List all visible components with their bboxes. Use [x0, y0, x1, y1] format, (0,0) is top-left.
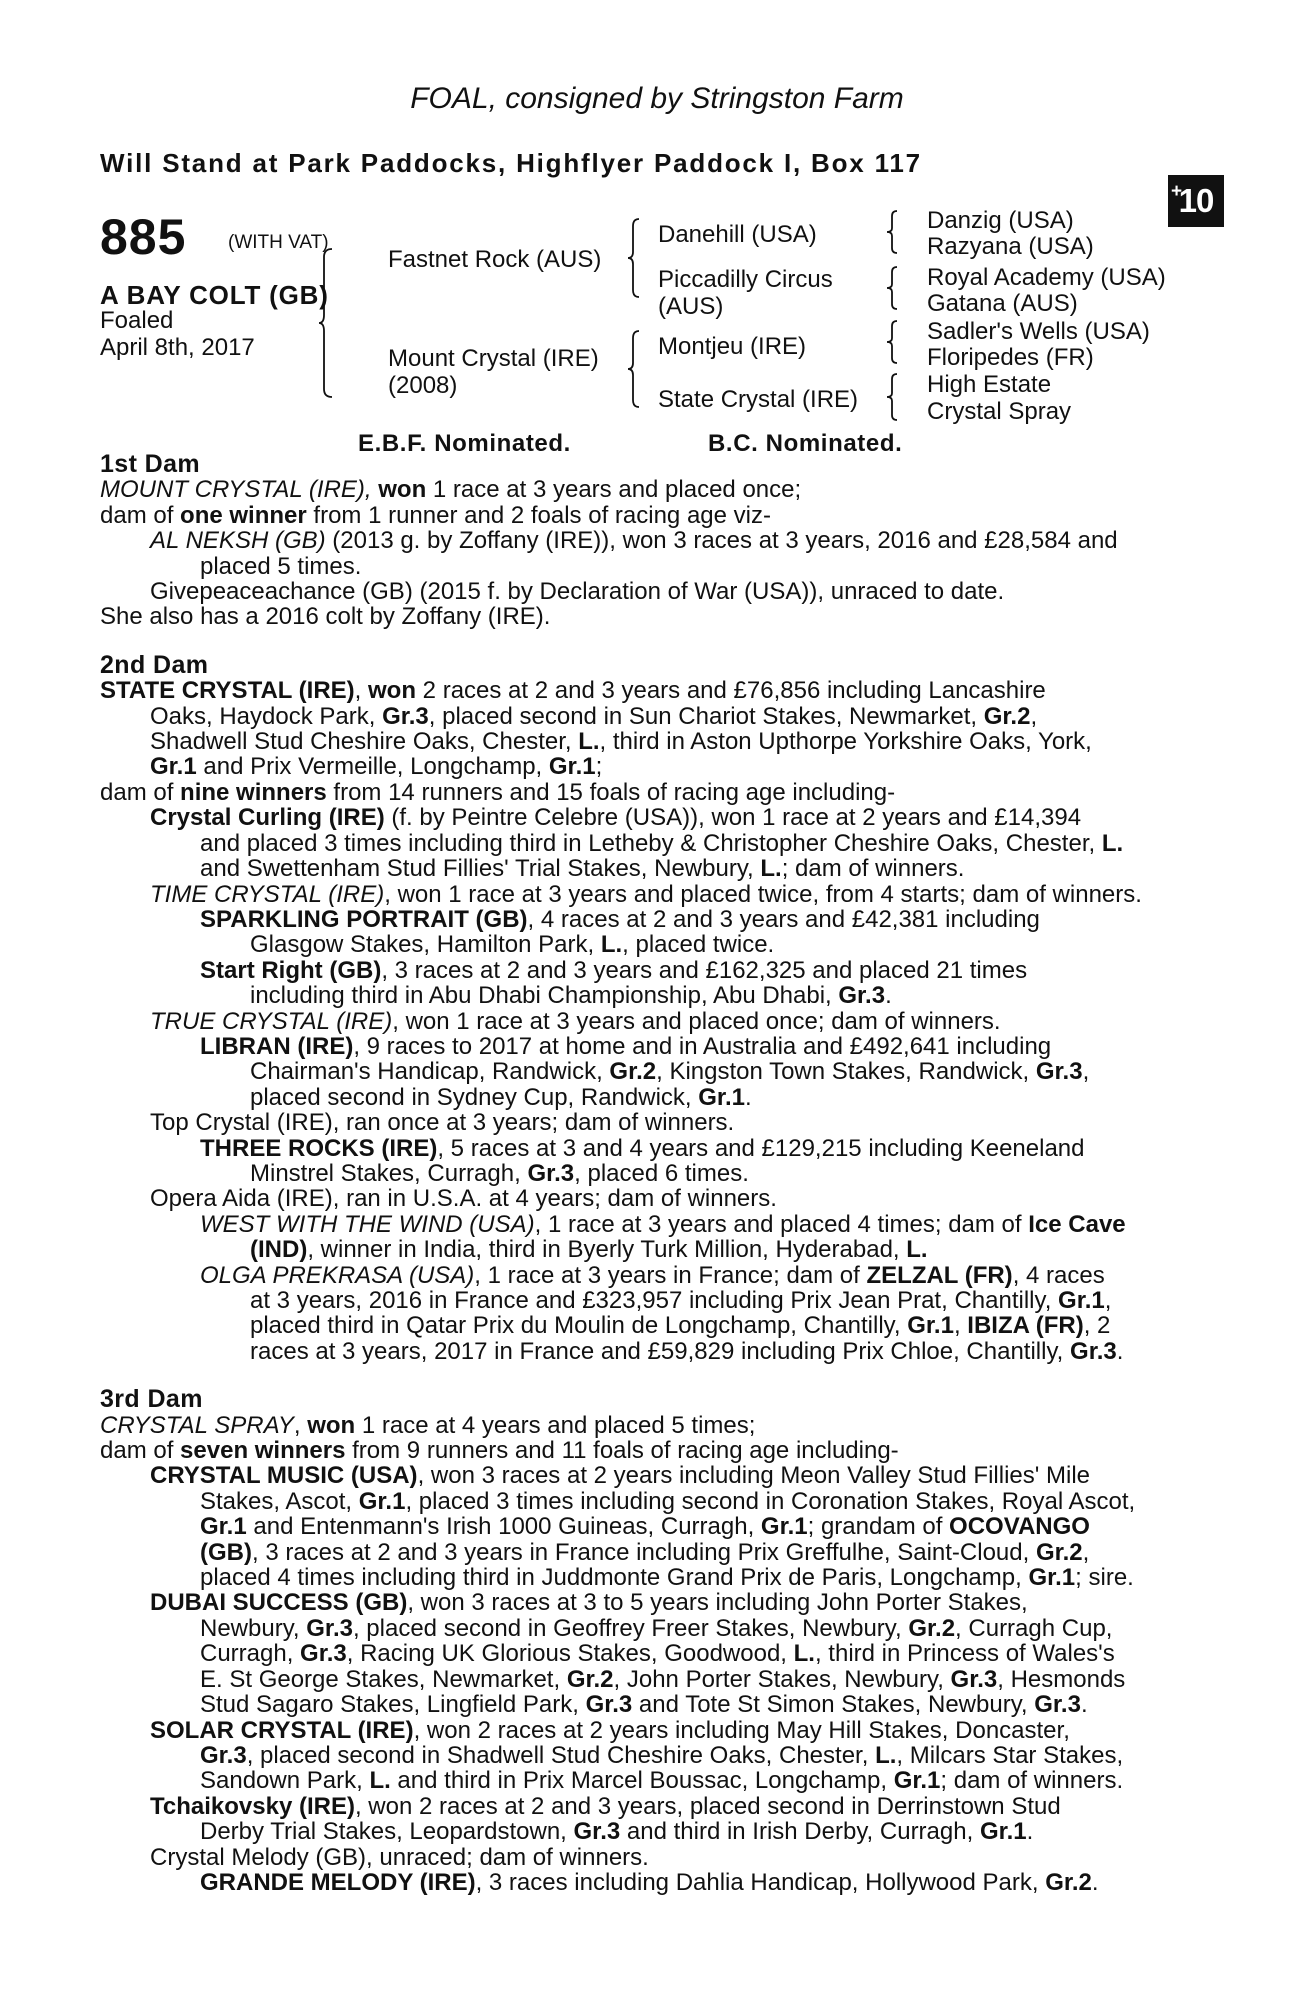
- text-run: CRYSTAL MUSIC (USA): [150, 1463, 418, 1489]
- pedigree-brace-3c: [886, 320, 902, 364]
- text-run: (2013 g. by Zoffany (IRE)), won 3 races at 3 years, 2016 and £28,584 and: [325, 528, 1118, 554]
- text-run: 3rd Dam: [100, 1387, 203, 1413]
- text-run: TRUE CRYSTAL (IRE): [150, 1008, 393, 1034]
- text-run: Top Crystal (IRE), ran once at 3 years; dam of winners.: [150, 1110, 735, 1136]
- text-run: , Racing UK Glorious Stakes, Goodwood,: [346, 1641, 794, 1667]
- text-line: [100, 528, 1205, 553]
- text-run: 1 race at 4 years and placed 5 times;: [355, 1412, 756, 1439]
- text-run: L.: [906, 1237, 928, 1263]
- lot-number: 885: [100, 209, 187, 265]
- text-line: [100, 1237, 1205, 1262]
- pedigree-brace-3d: [886, 373, 902, 421]
- pedigree-g3-5: Sadler's Wells (USA): [927, 318, 1150, 345]
- text-run: Gr.1: [1028, 1565, 1076, 1591]
- text-run: Gr.3: [950, 1666, 998, 1693]
- text-line: [100, 1413, 1205, 1438]
- text-line: [100, 1059, 1205, 1084]
- pedigree-g3-6: Floripedes (FR): [927, 344, 1094, 371]
- text-run: AL NEKSH (GB): [150, 528, 326, 554]
- text-line: [100, 1692, 1205, 1717]
- text-line: [100, 1263, 1205, 1288]
- text-run: Gr.1: [760, 1514, 808, 1540]
- text-run: (IND): [250, 1237, 308, 1263]
- text-line: [100, 1540, 1205, 1565]
- text-run: ; dam of winners.: [940, 1768, 1124, 1794]
- text-run: dam of: [100, 1438, 181, 1464]
- pedigree-dam-sire: Montjeu (IRE): [658, 333, 807, 360]
- text-run: Gr.2: [566, 1666, 614, 1693]
- text-run: , won 2 races at 2 and 3 years, placed second in Derrinstown Stud: [354, 1793, 1061, 1820]
- text-run: Opera Aida (IRE), ran in U.S.A. at 4 years; dam of winners.: [150, 1186, 777, 1212]
- text-line: [100, 1819, 1205, 1844]
- text-run: , 5 races at 3 and 4 years and £129,215 including Keeneland: [437, 1135, 1085, 1161]
- text-run: TIME CRYSTAL (IRE): [150, 881, 385, 907]
- text-run: , 3 races at 2 and 3 years in France including Prix Greffulhe, Saint-Cloud,: [251, 1539, 1036, 1566]
- text-run: , 1 race at 3 years and placed 4 times; dam of: [534, 1211, 1029, 1238]
- lot-badge: [1168, 175, 1224, 227]
- text-line: [100, 1514, 1205, 1539]
- lot-title: A BAY COLT (GB): [100, 280, 329, 310]
- text-run: , 1 race at 3 years in France; dam of: [474, 1262, 867, 1288]
- text-run: placed third in Qatar Prix du Moulin de Longchamp, Chantilly,: [250, 1313, 908, 1339]
- text-line: [100, 831, 1205, 856]
- text-run: L.: [578, 729, 600, 755]
- text-run: (f. by Peintre Celebre (USA)), won 1 race at 2 years and £14,394: [384, 805, 1082, 831]
- spacer: [100, 630, 1205, 653]
- text-run: , Kingston Town Stakes, Randwick,: [656, 1059, 1036, 1085]
- text-run: Gr.1: [1058, 1288, 1105, 1314]
- text-run: WEST WITH THE WIND (USA): [200, 1211, 535, 1238]
- text-line: [100, 754, 1205, 779]
- text-run: THREE ROCKS (IRE): [200, 1135, 438, 1161]
- pedigree-g3-3: Royal Academy (USA): [927, 264, 1166, 291]
- text-line: [100, 1565, 1205, 1590]
- vat-note: (WITH VAT): [228, 232, 329, 253]
- pedigree-g3-2: Razyana (USA): [927, 233, 1094, 260]
- pedigree-brace-2b: [627, 330, 645, 408]
- text-line: [100, 907, 1205, 932]
- text-line: [100, 729, 1205, 754]
- text-run: Sandown Park,: [200, 1768, 370, 1794]
- text-line: [100, 554, 1205, 579]
- text-run: (GB): [200, 1539, 252, 1566]
- text-line: [100, 678, 1205, 703]
- text-run: Gr.3: [382, 703, 429, 730]
- text-line: [100, 477, 1205, 502]
- text-line: [100, 958, 1205, 983]
- text-run: Shadwell Stud Cheshire Oaks, Chester,: [150, 729, 579, 755]
- badge-dagger: +: [1171, 181, 1182, 202]
- pedigree-brace-2a: [627, 218, 645, 298]
- text-line: [100, 932, 1205, 957]
- text-run: won: [368, 678, 417, 704]
- text-line: [100, 1768, 1205, 1793]
- text-line: [100, 604, 1205, 629]
- text-run: IBIZA (FR): [967, 1313, 1084, 1339]
- text-run: and Swettenham Stud Fillies' Trial Stakes, Newbury,: [200, 856, 761, 882]
- bc-nominated: B.C. Nominated.: [708, 430, 903, 457]
- text-run: Gr.1: [698, 1084, 745, 1111]
- text-run: ;: [595, 754, 603, 780]
- text-run: Gr.3: [527, 1160, 575, 1187]
- text-run: Newbury,: [200, 1615, 307, 1642]
- text-run: , won 1 race at 3 years and placed twice, from 4 starts; dam of winners.: [384, 881, 1142, 907]
- text-run: SPARKLING PORTRAIT (GB): [200, 906, 528, 933]
- foaled-info: [100, 307, 255, 361]
- text-run: ; sire.: [1075, 1565, 1134, 1591]
- text-run: from 14 runners and 15 foals of racing age including-: [326, 779, 896, 806]
- text-line: [100, 1313, 1205, 1338]
- text-run: Glasgow Stakes, Hamilton Park,: [250, 932, 601, 958]
- pedigree-g3-7: High Estate: [927, 371, 1052, 398]
- section-heading: [100, 653, 1205, 678]
- ebf-nominated: E.B.F. Nominated.: [358, 430, 571, 457]
- text-run: placed second in Sydney Cup, Randwick,: [250, 1084, 699, 1111]
- text-run: one winner: [180, 502, 307, 529]
- text-run: Oaks, Haydock Park,: [150, 703, 383, 730]
- text-run: OCOVANGO: [949, 1514, 1090, 1540]
- pedigree-dam-name: Mount Crystal (IRE): [388, 345, 599, 372]
- text-run: , 3 races at 2 and 3 years and £162,325 and placed 21 times: [381, 957, 1028, 984]
- pedigree-g3-8: Crystal Spray: [927, 398, 1072, 425]
- text-line: [100, 1870, 1205, 1895]
- text-run: and third in Irish Derby, Curragh,: [620, 1819, 980, 1845]
- text-run: Gr.1: [893, 1768, 941, 1794]
- text-run: Gr.3: [585, 1692, 633, 1718]
- text-run: .: [1116, 1338, 1124, 1365]
- text-line: [100, 1641, 1205, 1666]
- text-run: Gr.1: [200, 1514, 247, 1540]
- spacer: [100, 1364, 1205, 1387]
- pedigree-sire-sire: Danehill (USA): [658, 221, 817, 248]
- text-run: .: [885, 983, 892, 1009]
- text-line: [100, 704, 1205, 729]
- text-run: Crystal Melody (GB), unraced; dam of winners.: [150, 1844, 649, 1870]
- text-run: and Prix Vermeille, Longchamp,: [196, 754, 549, 780]
- text-line: [100, 579, 1205, 604]
- text-line: [100, 1161, 1205, 1186]
- text-run: Gr.1: [358, 1488, 406, 1515]
- text-run: placed 4 times including third in Juddmonte Grand Prix de Paris, Longchamp,: [200, 1565, 1029, 1591]
- text-line: [100, 1009, 1205, 1034]
- text-line: [100, 882, 1205, 907]
- text-run: Gr.3: [1034, 1692, 1081, 1718]
- text-run: , winner in India, third in Byerly Turk Million, Hyderabad,: [307, 1237, 907, 1263]
- text-run: , third in Aston Upthorpe Yorkshire Oaks, York,: [599, 729, 1092, 755]
- text-run: , third in Princess of Wales's: [814, 1641, 1115, 1667]
- consignment-header: FOAL, consigned by Stringston Farm: [410, 82, 904, 115]
- text-run: Gr.2: [1035, 1539, 1083, 1566]
- text-run: Start Right (GB): [200, 957, 382, 984]
- foaled-label: Foaled: [100, 307, 174, 334]
- text-line: [100, 1339, 1205, 1364]
- text-run: Stakes, Ascot,: [200, 1488, 359, 1515]
- pedigree-dam: [388, 345, 599, 399]
- text-run: .: [1091, 1869, 1099, 1896]
- text-run: She also has a 2016 colt by Zoffany (IRE).: [100, 604, 551, 630]
- text-line: [100, 1463, 1205, 1488]
- text-run: Curragh,: [200, 1641, 301, 1667]
- text-run: dam of: [100, 502, 181, 529]
- text-run: ,: [1082, 1539, 1090, 1566]
- text-run: ,: [354, 678, 369, 704]
- text-run: .: [1026, 1819, 1034, 1845]
- text-run: .: [744, 1084, 752, 1111]
- text-line: [100, 503, 1205, 528]
- text-run: , won 3 races at 3 to 5 years including John Porter Stakes,: [407, 1590, 1028, 1616]
- text-run: Gr.3: [1070, 1338, 1117, 1365]
- pedigree-sire: Fastnet Rock (AUS): [388, 246, 602, 273]
- text-run: , Milcars Star Stakes,: [896, 1742, 1124, 1769]
- text-run: , won 3 races at 2 years including Meon Valley Stud Fillies' Mile: [417, 1463, 1091, 1489]
- text-run: 2nd Dam: [100, 652, 209, 679]
- text-run: L.: [600, 932, 623, 958]
- pedigree-sire-dam-country: (AUS): [658, 293, 724, 320]
- pedigree-g3-1: Danzig (USA): [927, 207, 1074, 234]
- text-run: Minstrel Stakes, Curragh,: [250, 1160, 528, 1187]
- text-line: [100, 1186, 1205, 1211]
- text-run: , 4 races at 2 and 3 years and £42,381 including: [527, 906, 1040, 933]
- text-run: , placed 3 times including second in Coronation Stakes, Royal Ascot,: [405, 1488, 1136, 1515]
- text-run: Gr.3: [1035, 1059, 1083, 1085]
- text-run: from 1 runner and 2 foals of racing age viz-: [306, 502, 771, 529]
- text-run: including third in Abu Dhabi Championship, Abu Dhabi,: [250, 983, 839, 1009]
- text-run: STATE CRYSTAL (IRE): [100, 678, 355, 704]
- text-run: Stud Sagaro Stakes, Lingfield Park,: [200, 1692, 586, 1718]
- text-run: from 9 runners and 11 foals of racing age including-: [345, 1438, 899, 1464]
- text-run: SOLAR CRYSTAL (IRE): [150, 1717, 414, 1743]
- text-run: Gr.1: [979, 1819, 1027, 1845]
- text-line: [100, 1743, 1205, 1768]
- text-run: Gr.1: [548, 754, 596, 780]
- text-line: [100, 1288, 1205, 1313]
- text-run: L.: [1101, 830, 1124, 857]
- text-line: [100, 1110, 1205, 1135]
- text-run: LIBRAN (IRE): [200, 1033, 354, 1060]
- pedigree-sire-dam: [658, 266, 833, 320]
- text-run: and placed 3 times including third in Letheby & Christopher Cheshire Oaks, Chester,: [200, 830, 1102, 857]
- text-run: , Curragh Cup,: [955, 1615, 1113, 1642]
- text-run: , placed second in Shadwell Stud Cheshire Oaks, Chester,: [246, 1742, 876, 1769]
- text-run: CRYSTAL SPRAY: [100, 1412, 294, 1439]
- text-run: Givepeaceachance (GB) (2015 f. by Declaration of War (USA)), unraced to date.: [150, 579, 1005, 605]
- text-line: [100, 1590, 1205, 1615]
- text-line: [100, 1136, 1205, 1161]
- text-run: E. St George Stakes, Newmarket,: [200, 1666, 567, 1693]
- text-line: [100, 1034, 1205, 1059]
- text-run: won: [378, 477, 427, 503]
- text-run: , 9 races to 2017 at home and in Australia and £492,641 including: [353, 1033, 1052, 1060]
- text-run: .: [1080, 1692, 1088, 1718]
- text-run: Tchaikovsky (IRE): [150, 1793, 355, 1820]
- text-run: 1 race at 3 years and placed once;: [426, 477, 802, 503]
- family-details: [100, 452, 1205, 1895]
- text-line: [100, 1616, 1205, 1641]
- stabling-info: Will Stand at Park Paddocks, Highflyer Paddock I, Box 117: [100, 148, 922, 178]
- text-run: Gr.3: [200, 1742, 247, 1769]
- text-run: , placed second in Sun Chariot Stakes, Newmarket,: [428, 703, 984, 730]
- pedigree-brace-3b: [886, 266, 902, 310]
- text-run: Chairman's Handicap, Randwick,: [250, 1059, 610, 1085]
- text-run: L.: [760, 856, 782, 882]
- text-run: 2 races at 2 and 3 years and £76,856 including Lancashire: [416, 678, 1046, 704]
- text-run: ,: [293, 1412, 308, 1439]
- text-run: and third in Prix Marcel Boussac, Longchamp,: [390, 1768, 894, 1794]
- text-run: and Entenmann's Irish 1000 Guineas, Curragh,: [246, 1514, 761, 1540]
- text-run: Gr.3: [838, 983, 886, 1009]
- badge-number: 10: [1178, 182, 1214, 219]
- text-run: Gr.2: [983, 703, 1031, 730]
- text-run: Gr.2: [609, 1059, 657, 1085]
- text-line: [100, 1794, 1205, 1819]
- text-run: , 3 races including Dahlia Handicap, Hollywood Park,: [475, 1869, 1046, 1896]
- text-run: ; grandam of: [807, 1514, 950, 1540]
- foaled-date: April 8th, 2017: [100, 334, 255, 361]
- text-run: Derby Trial Stakes, Leopardstown,: [200, 1819, 574, 1845]
- text-run: Ice Cave: [1028, 1211, 1126, 1238]
- text-line: [100, 780, 1205, 805]
- text-run: nine winners: [180, 779, 327, 806]
- text-line: [100, 1085, 1205, 1110]
- text-run: , 2: [1083, 1313, 1111, 1339]
- text-run: Gr.3: [573, 1819, 621, 1845]
- text-run: races at 3 years, 2017 in France and £59,829 including Prix Chloe, Chantilly,: [250, 1338, 1071, 1365]
- pedigree-brace-1: [318, 248, 338, 398]
- text-run: Gr.2: [1045, 1869, 1092, 1896]
- text-line: [100, 805, 1205, 830]
- text-run: DUBAI SUCCESS (GB): [150, 1590, 408, 1616]
- text-run: Gr.3: [306, 1615, 353, 1642]
- text-run: won: [307, 1412, 356, 1439]
- text-run: , placed 6 times.: [574, 1160, 749, 1187]
- text-run: Gr.2: [908, 1615, 956, 1642]
- text-run: L.: [793, 1641, 815, 1667]
- text-run: , placed twice.: [622, 932, 775, 958]
- text-line: [100, 983, 1205, 1008]
- text-line: [100, 1212, 1205, 1237]
- text-run: Gr.1: [150, 754, 197, 780]
- text-run: 1st Dam: [100, 452, 201, 478]
- text-run: ZELZAL (FR): [866, 1262, 1013, 1288]
- text-run: MOUNT CRYSTAL (IRE),: [100, 477, 379, 503]
- text-run: ,: [1082, 1059, 1090, 1085]
- text-line: [100, 1845, 1205, 1870]
- text-run: and Tote St Simon Stakes, Newbury,: [632, 1692, 1035, 1718]
- section-heading: [100, 452, 1205, 477]
- text-run: dam of: [100, 779, 181, 806]
- text-run: , placed second in Geoffrey Freer Stakes, Newbury,: [352, 1615, 909, 1642]
- pedigree-brace-3a: [886, 210, 902, 254]
- text-run: , won 1 race at 3 years and placed once; dam of winners.: [392, 1008, 1001, 1034]
- text-run: Crystal Curling (IRE): [150, 805, 385, 831]
- text-run: L.: [369, 1768, 391, 1794]
- text-run: at 3 years, 2016 in France and £323,957 including Prix Jean Prat, Chantilly,: [250, 1288, 1059, 1314]
- text-line: [100, 1718, 1205, 1743]
- pedigree-g3-4: Gatana (AUS): [927, 290, 1078, 317]
- text-run: Gr.3: [300, 1641, 347, 1667]
- text-run: ,: [953, 1313, 968, 1339]
- text-run: ,: [1030, 703, 1038, 730]
- text-run: GRANDE MELODY (IRE): [200, 1869, 476, 1896]
- text-run: L.: [875, 1742, 897, 1769]
- text-run: seven winners: [180, 1438, 346, 1464]
- pedigree-dam-year: (2008): [388, 372, 458, 399]
- section-heading: [100, 1387, 1205, 1412]
- text-run: OLGA PREKRASA (USA): [200, 1262, 475, 1288]
- text-run: , John Porter Stakes, Newbury,: [613, 1666, 951, 1693]
- pedigree-dam-dam: State Crystal (IRE): [658, 386, 859, 413]
- text-line: [100, 856, 1205, 881]
- text-run: , won 2 races at 2 years including May Hill Stakes, Doncaster,: [413, 1717, 1070, 1743]
- text-run: ,: [1104, 1288, 1112, 1314]
- text-run: , 4 races: [1012, 1262, 1105, 1288]
- text-run: Gr.1: [907, 1313, 954, 1339]
- text-line: [100, 1438, 1205, 1463]
- pedigree-sire-dam-name: Piccadilly Circus: [658, 266, 833, 293]
- text-run: ; dam of winners.: [781, 856, 965, 882]
- text-line: [100, 1489, 1205, 1514]
- text-run: placed 5 times.: [200, 553, 362, 580]
- text-line: [100, 1667, 1205, 1692]
- text-run: , Hesmonds: [997, 1666, 1126, 1693]
